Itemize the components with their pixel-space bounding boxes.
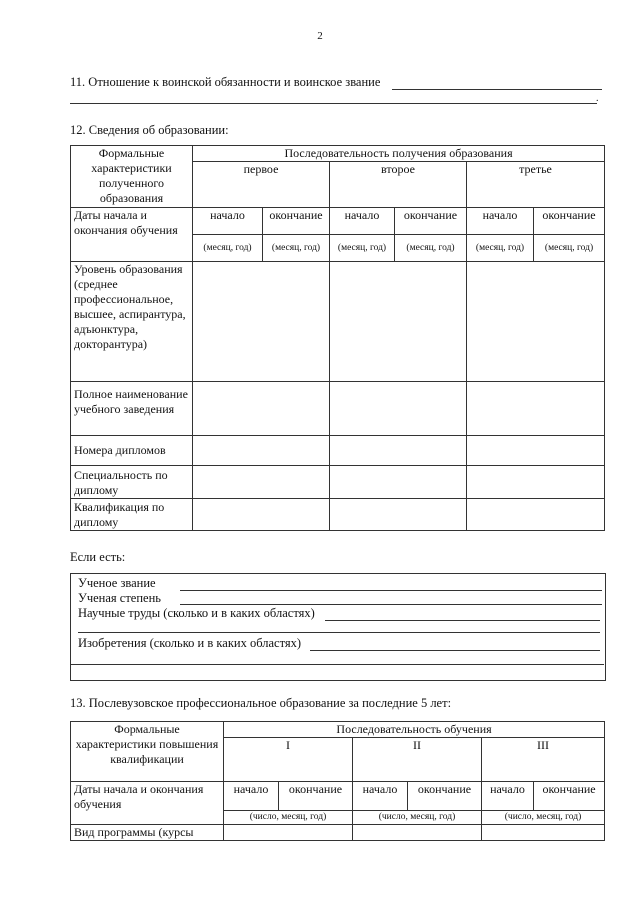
edu-seq-header: Последовательность получения образования (193, 146, 605, 162)
edu-end-2-hint[interactable]: (месяц, год) (395, 235, 467, 262)
edu-end-1: окончание (263, 208, 330, 235)
edu-diploma-cell-3[interactable] (467, 436, 605, 466)
postgrad-end-3: окончание (534, 782, 605, 811)
education-table (70, 145, 605, 531)
edu-qualification-cell-1[interactable] (193, 499, 330, 531)
edu-start-3: начало (467, 208, 534, 235)
edu-start-2: начало (330, 208, 395, 235)
postgrad-level-3: III (482, 738, 605, 782)
edu-start-3-hint[interactable]: (месяц, год) (467, 235, 534, 262)
postgrad-dates-hint-2[interactable]: (число, месяц, год) (353, 811, 482, 825)
edu-level-second: второе (330, 162, 467, 208)
military-status-field-line2[interactable] (70, 103, 597, 104)
edu-level-cell-3[interactable] (467, 262, 605, 382)
edu-specialty-cell-3[interactable] (467, 466, 605, 499)
page-number: 2 (317, 30, 323, 42)
section-12-label: 12. Сведения об образовании: (70, 123, 229, 137)
inventions-field[interactable] (310, 650, 600, 651)
edu-row-qualification: Квалификация по диплому (71, 499, 193, 531)
edu-level-cell-1[interactable] (193, 262, 330, 382)
section-11-label: 11. Отношение к воинской обязанности и воинское звание (70, 75, 381, 89)
postgrad-dates-hint-3[interactable]: (число, месяц, год) (482, 811, 605, 825)
edu-institution-cell-1[interactable] (193, 382, 330, 436)
postgrad-row-dates: Даты начала и окончания обучения (71, 782, 224, 825)
if-any-label: Если есть: (70, 550, 126, 564)
edu-level-first: первое (193, 162, 330, 208)
postgrad-start-1: начало (224, 782, 279, 811)
postgrad-start-2: начало (353, 782, 408, 811)
academic-rank-field[interactable] (180, 590, 602, 591)
postgrad-level-2: II (353, 738, 482, 782)
edu-specialty-cell-2[interactable] (330, 466, 467, 499)
edu-start-1: начало (193, 208, 263, 235)
edu-col-header: Формальные характеристики полученного образования (71, 146, 193, 208)
edu-specialty-cell-1[interactable] (193, 466, 330, 499)
postgrad-end-1: окончание (279, 782, 353, 811)
postgrad-level-1: I (224, 738, 353, 782)
postgrad-program-cell-2[interactable] (353, 825, 482, 841)
works-field[interactable] (325, 620, 600, 621)
academic-degree-label: Ученая степень (78, 591, 161, 605)
postgrad-program-cell-1[interactable] (224, 825, 353, 841)
works-field-line2[interactable] (78, 632, 600, 633)
edu-qualification-cell-3[interactable] (467, 499, 605, 531)
edu-row-institution: Полное наименование учебного заведения (71, 382, 193, 436)
academic-degree-field[interactable] (180, 604, 602, 605)
military-status-field[interactable] (392, 89, 602, 90)
edu-institution-cell-2[interactable] (330, 382, 467, 436)
edu-end-3-hint[interactable]: (месяц, год) (534, 235, 605, 262)
edu-level-cell-2[interactable] (330, 262, 467, 382)
edu-diploma-cell-2[interactable] (330, 436, 467, 466)
works-label: Научные труды (сколько и в каких областях) (78, 606, 315, 620)
edu-end-3: окончание (534, 208, 605, 235)
section-13-label: 13. Послевузовское профессиональное образование за последние 5 лет: (70, 696, 452, 710)
postgrad-seq-header: Последовательность обучения (224, 722, 605, 738)
edu-end-2: окончание (395, 208, 467, 235)
edu-start-2-hint[interactable]: (месяц, год) (330, 235, 395, 262)
edu-row-level: Уровень образования (среднее профессиональное, высшее, аспирантура, адъюнктура, докторантура) (71, 262, 193, 382)
academic-rank-label: Ученое звание (78, 576, 156, 590)
postgrad-row-program: Вид программы (курсы (71, 825, 224, 841)
edu-row-specialty: Специальность по диплому (71, 466, 193, 499)
inventions-label: Изобретения (сколько и в каких областях) (78, 636, 302, 650)
postgrad-table (70, 721, 605, 841)
edu-end-1-hint[interactable]: (месяц, год) (263, 235, 330, 262)
inventions-field-line2[interactable] (70, 664, 604, 665)
edu-row-diplomas: Номера дипломов (71, 436, 193, 466)
postgrad-start-3: начало (482, 782, 534, 811)
edu-level-third: третье (467, 162, 605, 208)
postgrad-col-header: Формальные характеристики повышения квалификации (71, 722, 224, 782)
edu-start-1-hint[interactable]: (месяц, год) (193, 235, 263, 262)
period-mark: . (596, 93, 599, 104)
edu-qualification-cell-2[interactable] (330, 499, 467, 531)
edu-institution-cell-3[interactable] (467, 382, 605, 436)
postgrad-end-2: окончание (408, 782, 482, 811)
postgrad-dates-hint-1[interactable]: (число, месяц, год) (224, 811, 353, 825)
edu-row-dates: Даты начала и окончания обучения (71, 208, 193, 262)
edu-diploma-cell-1[interactable] (193, 436, 330, 466)
postgrad-program-cell-3[interactable] (482, 825, 605, 841)
